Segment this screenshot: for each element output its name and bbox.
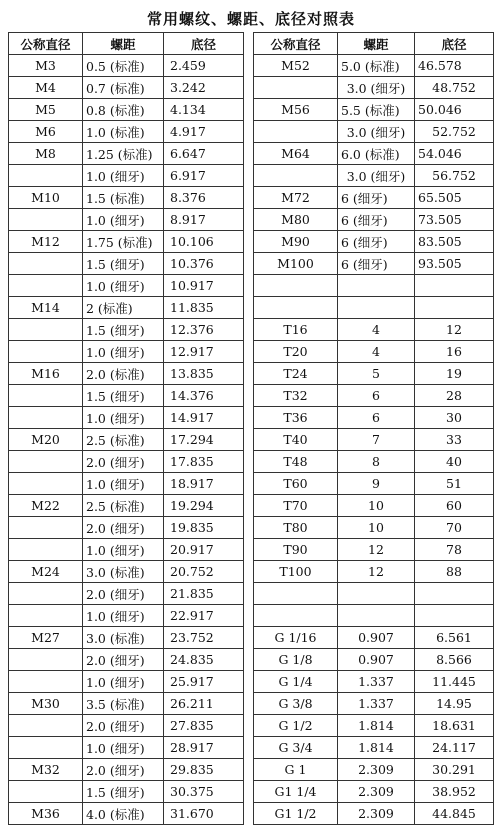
cell-nominal-diameter: T60 — [254, 473, 338, 495]
cell-pitch: 5 — [338, 363, 415, 385]
table-row — [254, 55, 494, 77]
cell-nominal-diameter: M100 — [254, 253, 338, 275]
cell-nominal-diameter — [9, 605, 83, 627]
cell-pitch: 0.8 (标准) — [83, 99, 164, 121]
header-minor-diameter: 底径 — [164, 33, 244, 55]
cell-minor-diameter: 31.670 — [164, 803, 244, 825]
cell-minor-diameter: 28.917 — [164, 737, 244, 759]
cell-minor-diameter: 27.835 — [164, 715, 244, 737]
cell-minor-diameter: 18.631 — [415, 715, 494, 737]
table-row — [9, 627, 244, 649]
cell-nominal-diameter — [9, 451, 83, 473]
cell-minor-diameter: 51 — [415, 473, 494, 495]
cell-pitch: 1.5 (标准) — [83, 187, 164, 209]
cell-minor-diameter: 46.578 — [415, 55, 494, 77]
cell-nominal-diameter: M24 — [9, 561, 83, 583]
cell-minor-diameter: 78 — [415, 539, 494, 561]
cell-minor-diameter: 26.211 — [164, 693, 244, 715]
cell-minor-diameter: 12.917 — [164, 341, 244, 363]
table-row — [9, 429, 244, 451]
cell-pitch: 5.0 (标准) — [338, 55, 415, 77]
cell-nominal-diameter: T36 — [254, 407, 338, 429]
cell-nominal-diameter: M90 — [254, 231, 338, 253]
table-row — [9, 187, 244, 209]
cell-pitch: 1.5 (细牙) — [83, 253, 164, 275]
cell-pitch: 2.0 (细牙) — [83, 649, 164, 671]
cell-nominal-diameter — [9, 165, 83, 187]
cell-nominal-diameter — [9, 407, 83, 429]
cell-minor-diameter: 16 — [415, 341, 494, 363]
cell-nominal-diameter: G 1/16 — [254, 627, 338, 649]
cell-minor-diameter: 17.294 — [164, 429, 244, 451]
cell-pitch: 1.0 (细牙) — [83, 605, 164, 627]
cell-pitch — [338, 583, 415, 605]
table-row — [254, 231, 494, 253]
cell-nominal-diameter: M52 — [254, 55, 338, 77]
table-row — [254, 407, 494, 429]
cell-pitch: 2.0 (细牙) — [83, 451, 164, 473]
cell-minor-diameter: 33 — [415, 429, 494, 451]
cell-nominal-diameter — [254, 605, 338, 627]
cell-pitch: 1.0 (细牙) — [83, 737, 164, 759]
cell-nominal-diameter — [9, 781, 83, 803]
cell-minor-diameter: 6.647 — [164, 143, 244, 165]
cell-pitch: 9 — [338, 473, 415, 495]
cell-nominal-diameter — [9, 539, 83, 561]
table-row — [9, 649, 244, 671]
cell-nominal-diameter — [9, 341, 83, 363]
cell-minor-diameter: 8.376 — [164, 187, 244, 209]
cell-minor-diameter: 13.835 — [164, 363, 244, 385]
cell-minor-diameter: 10.376 — [164, 253, 244, 275]
cell-nominal-diameter: M5 — [9, 99, 83, 121]
table-row — [254, 253, 494, 275]
cell-pitch: 3.0 (细牙) — [338, 165, 415, 187]
cell-minor-diameter: 19 — [415, 363, 494, 385]
cell-nominal-diameter: G 1/8 — [254, 649, 338, 671]
cell-pitch: 1.5 (细牙) — [83, 385, 164, 407]
cell-minor-diameter: 11.445 — [415, 671, 494, 693]
cell-minor-diameter: 19.294 — [164, 495, 244, 517]
cell-nominal-diameter — [9, 209, 83, 231]
table-row — [9, 209, 244, 231]
cell-pitch: 2.309 — [338, 759, 415, 781]
cell-pitch: 2.309 — [338, 803, 415, 825]
table-row — [254, 275, 494, 297]
table-row — [254, 363, 494, 385]
table-row — [9, 231, 244, 253]
cell-pitch: 6 (细牙) — [338, 231, 415, 253]
right-table-body — [254, 55, 494, 825]
table-row — [9, 693, 244, 715]
cell-nominal-diameter: M12 — [9, 231, 83, 253]
table-row — [254, 759, 494, 781]
table-row — [254, 341, 494, 363]
cell-nominal-diameter: T100 — [254, 561, 338, 583]
cell-nominal-diameter: M10 — [9, 187, 83, 209]
cell-nominal-diameter — [9, 517, 83, 539]
cell-pitch: 1.0 (细牙) — [83, 539, 164, 561]
header-row — [9, 33, 244, 55]
cell-nominal-diameter — [254, 275, 338, 297]
cell-minor-diameter: 20.917 — [164, 539, 244, 561]
cell-pitch: 1.0 (细牙) — [83, 407, 164, 429]
cell-nominal-diameter: T90 — [254, 539, 338, 561]
cell-minor-diameter: 6.561 — [415, 627, 494, 649]
cell-pitch — [338, 275, 415, 297]
table-row — [254, 99, 494, 121]
table-row — [9, 275, 244, 297]
cell-pitch: 1.0 (细牙) — [83, 209, 164, 231]
cell-pitch: 3.0 (标准) — [83, 627, 164, 649]
table-row — [254, 143, 494, 165]
cell-pitch: 6 — [338, 407, 415, 429]
cell-minor-diameter: 56.752 — [415, 165, 494, 187]
cell-nominal-diameter — [9, 253, 83, 275]
right-thread-table — [253, 32, 494, 825]
header-nominal-diameter: 公称直径 — [254, 33, 338, 55]
cell-nominal-diameter: T40 — [254, 429, 338, 451]
cell-pitch: 1.75 (标准) — [83, 231, 164, 253]
cell-minor-diameter — [415, 275, 494, 297]
cell-nominal-diameter: M32 — [9, 759, 83, 781]
table-row — [254, 209, 494, 231]
cell-nominal-diameter — [254, 583, 338, 605]
table-row — [254, 737, 494, 759]
cell-pitch: 6 (细牙) — [338, 253, 415, 275]
cell-pitch: 6 (细牙) — [338, 187, 415, 209]
table-row — [254, 495, 494, 517]
cell-nominal-diameter — [9, 385, 83, 407]
table-row — [9, 759, 244, 781]
cell-nominal-diameter: M64 — [254, 143, 338, 165]
cell-nominal-diameter — [9, 473, 83, 495]
cell-minor-diameter: 10.917 — [164, 275, 244, 297]
table-row — [254, 77, 494, 99]
cell-minor-diameter: 19.835 — [164, 517, 244, 539]
cell-pitch: 1.814 — [338, 715, 415, 737]
header-pitch: 螺距 — [338, 33, 415, 55]
table-row — [254, 561, 494, 583]
cell-pitch: 2.5 (标准) — [83, 429, 164, 451]
cell-minor-diameter: 44.845 — [415, 803, 494, 825]
cell-minor-diameter: 38.952 — [415, 781, 494, 803]
table-row — [254, 693, 494, 715]
cell-nominal-diameter — [9, 319, 83, 341]
table-row — [9, 561, 244, 583]
cell-minor-diameter: 8.917 — [164, 209, 244, 231]
cell-nominal-diameter: G 3/8 — [254, 693, 338, 715]
cell-minor-diameter: 14.917 — [164, 407, 244, 429]
cell-nominal-diameter — [9, 715, 83, 737]
table-row — [9, 341, 244, 363]
cell-minor-diameter: 24.835 — [164, 649, 244, 671]
cell-nominal-diameter: T24 — [254, 363, 338, 385]
cell-nominal-diameter: M27 — [9, 627, 83, 649]
cell-pitch: 2.0 (细牙) — [83, 583, 164, 605]
cell-pitch: 4 — [338, 319, 415, 341]
cell-minor-diameter: 22.917 — [164, 605, 244, 627]
cell-minor-diameter: 40 — [415, 451, 494, 473]
left-thread-table — [8, 32, 244, 825]
cell-nominal-diameter — [254, 121, 338, 143]
table-row — [254, 671, 494, 693]
cell-nominal-diameter: M14 — [9, 297, 83, 319]
cell-pitch: 3.0 (细牙) — [338, 121, 415, 143]
table-row — [254, 165, 494, 187]
cell-pitch: 3.0 (细牙) — [338, 77, 415, 99]
table-row — [9, 99, 244, 121]
table-row — [254, 429, 494, 451]
table-row — [9, 451, 244, 473]
cell-nominal-diameter — [9, 275, 83, 297]
cell-pitch: 3.0 (标准) — [83, 561, 164, 583]
cell-nominal-diameter: M4 — [9, 77, 83, 99]
table-row — [9, 407, 244, 429]
cell-pitch: 6.0 (标准) — [338, 143, 415, 165]
cell-minor-diameter: 12 — [415, 319, 494, 341]
table-row — [254, 627, 494, 649]
cell-nominal-diameter: G 1 — [254, 759, 338, 781]
cell-pitch: 0.7 (标准) — [83, 77, 164, 99]
cell-pitch: 1.0 (细牙) — [83, 671, 164, 693]
cell-pitch: 1.814 — [338, 737, 415, 759]
table-row — [9, 539, 244, 561]
cell-nominal-diameter — [9, 671, 83, 693]
cell-nominal-diameter: T70 — [254, 495, 338, 517]
cell-nominal-diameter: G 1/2 — [254, 715, 338, 737]
cell-nominal-diameter — [254, 297, 338, 319]
cell-nominal-diameter: T80 — [254, 517, 338, 539]
cell-pitch: 12 — [338, 561, 415, 583]
cell-minor-diameter: 29.835 — [164, 759, 244, 781]
table-row — [9, 781, 244, 803]
cell-nominal-diameter: M8 — [9, 143, 83, 165]
table-row — [9, 473, 244, 495]
cell-minor-diameter: 48.752 — [415, 77, 494, 99]
cell-minor-diameter: 6.917 — [164, 165, 244, 187]
cell-minor-diameter — [415, 297, 494, 319]
table-row — [254, 451, 494, 473]
table-row — [254, 539, 494, 561]
cell-pitch: 1.0 (细牙) — [83, 275, 164, 297]
cell-pitch: 10 — [338, 495, 415, 517]
table-row — [254, 605, 494, 627]
cell-minor-diameter: 83.505 — [415, 231, 494, 253]
cell-pitch: 1.0 (细牙) — [83, 341, 164, 363]
left-table-body — [9, 55, 244, 825]
cell-pitch: 1.5 (细牙) — [83, 319, 164, 341]
thread-chart-sheet — [8, 6, 494, 825]
cell-minor-diameter: 65.505 — [415, 187, 494, 209]
table-row — [9, 803, 244, 825]
cell-nominal-diameter — [9, 649, 83, 671]
cell-nominal-diameter: M72 — [254, 187, 338, 209]
header-nominal-diameter: 公称直径 — [9, 33, 83, 55]
cell-pitch: 2 (标准) — [83, 297, 164, 319]
cell-pitch: 2.0 (标准) — [83, 363, 164, 385]
cell-nominal-diameter: T48 — [254, 451, 338, 473]
table-row — [9, 143, 244, 165]
cell-minor-diameter: 4.917 — [164, 121, 244, 143]
cell-pitch: 0.907 — [338, 627, 415, 649]
cell-minor-diameter: 11.835 — [164, 297, 244, 319]
cell-pitch: 6 — [338, 385, 415, 407]
cell-nominal-diameter: M3 — [9, 55, 83, 77]
table-row — [9, 385, 244, 407]
cell-minor-diameter: 25.917 — [164, 671, 244, 693]
cell-nominal-diameter: T32 — [254, 385, 338, 407]
table-row — [254, 473, 494, 495]
header-pitch: 螺距 — [83, 33, 164, 55]
cell-minor-diameter: 50.046 — [415, 99, 494, 121]
table-row — [9, 297, 244, 319]
cell-pitch: 2.0 (细牙) — [83, 517, 164, 539]
cell-minor-diameter: 52.752 — [415, 121, 494, 143]
table-row — [9, 319, 244, 341]
cell-minor-diameter: 14.376 — [164, 385, 244, 407]
cell-pitch: 12 — [338, 539, 415, 561]
table-row — [9, 517, 244, 539]
cell-minor-diameter: 20.752 — [164, 561, 244, 583]
cell-pitch: 7 — [338, 429, 415, 451]
cell-minor-diameter: 23.752 — [164, 627, 244, 649]
cell-minor-diameter: 24.117 — [415, 737, 494, 759]
cell-nominal-diameter — [9, 583, 83, 605]
table-row — [254, 649, 494, 671]
cell-minor-diameter: 4.134 — [164, 99, 244, 121]
cell-pitch: 5.5 (标准) — [338, 99, 415, 121]
cell-pitch: 2.0 (细牙) — [83, 715, 164, 737]
cell-pitch: 1.0 (细牙) — [83, 473, 164, 495]
cell-nominal-diameter: M80 — [254, 209, 338, 231]
cell-nominal-diameter: M36 — [9, 803, 83, 825]
cell-minor-diameter — [415, 583, 494, 605]
table-row — [9, 165, 244, 187]
cell-minor-diameter: 2.459 — [164, 55, 244, 77]
table-row — [9, 605, 244, 627]
tables-wrapper — [8, 32, 494, 825]
table-row — [9, 121, 244, 143]
cell-minor-diameter — [415, 605, 494, 627]
table-row — [254, 187, 494, 209]
cell-nominal-diameter: T16 — [254, 319, 338, 341]
table-row — [254, 715, 494, 737]
header-minor-diameter: 底径 — [415, 33, 494, 55]
cell-nominal-diameter: M30 — [9, 693, 83, 715]
header-row — [254, 33, 494, 55]
cell-minor-diameter: 17.835 — [164, 451, 244, 473]
table-row — [254, 517, 494, 539]
cell-pitch: 0.907 — [338, 649, 415, 671]
cell-pitch: 0.5 (标准) — [83, 55, 164, 77]
cell-minor-diameter: 93.505 — [415, 253, 494, 275]
table-row — [254, 297, 494, 319]
cell-minor-diameter: 30.291 — [415, 759, 494, 781]
cell-nominal-diameter: G1 1/2 — [254, 803, 338, 825]
table-row — [9, 77, 244, 99]
cell-nominal-diameter: T20 — [254, 341, 338, 363]
table-row — [254, 319, 494, 341]
table-row — [9, 671, 244, 693]
cell-pitch: 1.0 (标准) — [83, 121, 164, 143]
cell-nominal-diameter — [9, 737, 83, 759]
table-row — [254, 803, 494, 825]
cell-pitch: 1.337 — [338, 693, 415, 715]
cell-pitch: 6 (细牙) — [338, 209, 415, 231]
cell-pitch: 4 — [338, 341, 415, 363]
cell-minor-diameter: 18.917 — [164, 473, 244, 495]
cell-pitch: 2.0 (细牙) — [83, 759, 164, 781]
table-row — [9, 55, 244, 77]
cell-pitch: 1.25 (标准) — [83, 143, 164, 165]
cell-pitch: 2.5 (标准) — [83, 495, 164, 517]
cell-minor-diameter: 30 — [415, 407, 494, 429]
cell-minor-diameter: 54.046 — [415, 143, 494, 165]
cell-minor-diameter: 8.566 — [415, 649, 494, 671]
cell-pitch: 4.0 (标准) — [83, 803, 164, 825]
cell-minor-diameter: 10.106 — [164, 231, 244, 253]
table-row — [254, 385, 494, 407]
cell-minor-diameter: 21.835 — [164, 583, 244, 605]
cell-minor-diameter: 3.242 — [164, 77, 244, 99]
cell-pitch: 8 — [338, 451, 415, 473]
cell-pitch — [338, 297, 415, 319]
table-row — [9, 495, 244, 517]
cell-minor-diameter: 60 — [415, 495, 494, 517]
page-title: 常用螺纹、螺距、底径对照表 — [146, 10, 355, 28]
cell-minor-diameter: 14.95 — [415, 693, 494, 715]
table-row — [254, 121, 494, 143]
cell-nominal-diameter — [254, 165, 338, 187]
cell-nominal-diameter: G1 1/4 — [254, 781, 338, 803]
cell-pitch: 10 — [338, 517, 415, 539]
cell-minor-diameter: 70 — [415, 517, 494, 539]
table-row — [9, 363, 244, 385]
table-row — [254, 781, 494, 803]
cell-minor-diameter: 28 — [415, 385, 494, 407]
cell-minor-diameter: 30.375 — [164, 781, 244, 803]
cell-pitch: 1.0 (细牙) — [83, 165, 164, 187]
cell-nominal-diameter — [254, 77, 338, 99]
table-row — [9, 715, 244, 737]
cell-nominal-diameter: M22 — [9, 495, 83, 517]
cell-minor-diameter: 88 — [415, 561, 494, 583]
table-row — [9, 737, 244, 759]
cell-nominal-diameter: G 1/4 — [254, 671, 338, 693]
cell-pitch — [338, 605, 415, 627]
table-row — [254, 583, 494, 605]
cell-pitch: 1.5 (细牙) — [83, 781, 164, 803]
cell-minor-diameter: 73.505 — [415, 209, 494, 231]
cell-pitch: 1.337 — [338, 671, 415, 693]
cell-nominal-diameter: G 3/4 — [254, 737, 338, 759]
cell-pitch: 2.309 — [338, 781, 415, 803]
cell-nominal-diameter: M6 — [9, 121, 83, 143]
table-row — [9, 253, 244, 275]
cell-nominal-diameter: M16 — [9, 363, 83, 385]
cell-nominal-diameter: M20 — [9, 429, 83, 451]
cell-pitch: 3.5 (标准) — [83, 693, 164, 715]
cell-minor-diameter: 12.376 — [164, 319, 244, 341]
cell-nominal-diameter: M56 — [254, 99, 338, 121]
table-row — [9, 583, 244, 605]
